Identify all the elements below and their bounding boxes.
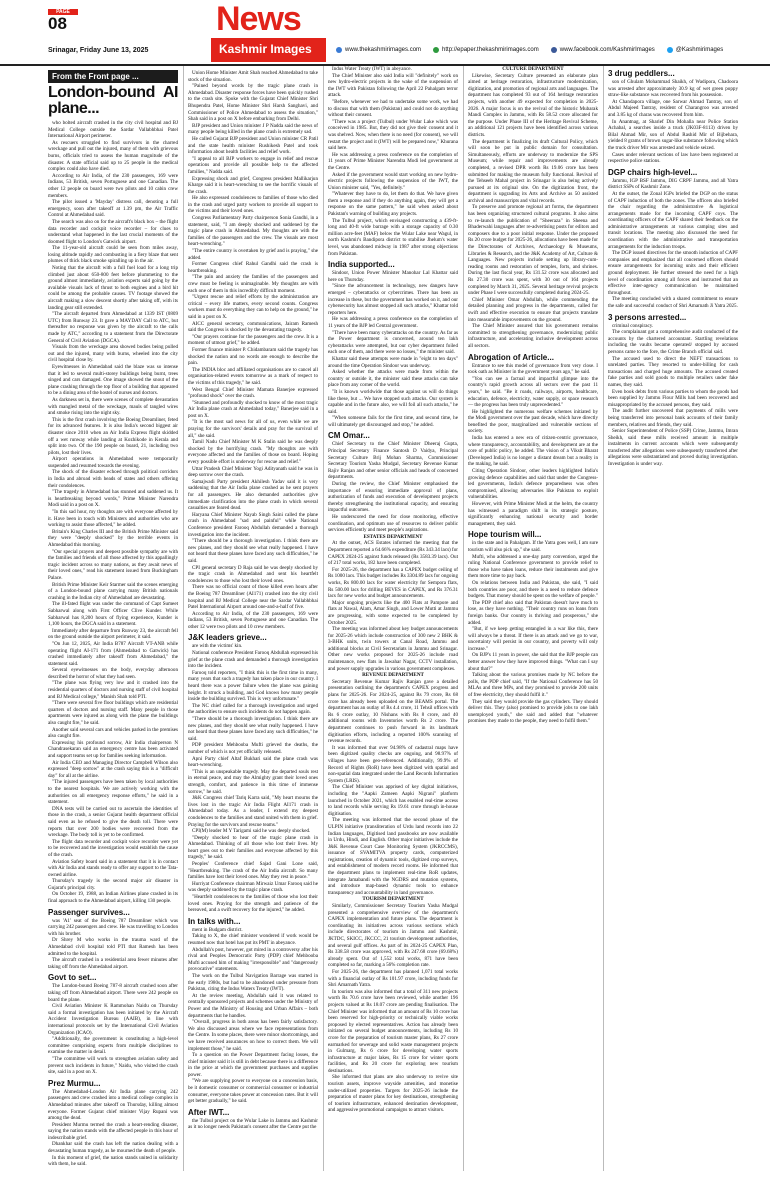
paragraph: Immediately after departure from Runway 23, the aircraft fell on the ground outside the airport perimeter, it said. xyxy=(48,627,178,641)
prez-story-body xyxy=(48,1089,178,1168)
paragraph: "The injured passengers have been taken by local authorities to the nearest hospitals. We are actively working with the authorities on all emergency response efforts," he said in a statement. xyxy=(48,779,178,806)
paragraph: ESTATES DEPARTMENT xyxy=(363,533,423,540)
paragraph: The INDIA bloc and affiliated organisations are to cancel all organisation-related events tomorrow as a mark of respect to the victims of this tragedy," he said. xyxy=(188,366,318,386)
paragraph: As rescuers struggled to find survivors in the charred wreckage and pull out the injured, many of them with grievous burns, officials tried to assess the human magnitude of the disaster. A state official said up to 25 people in the medical complex could also have died. xyxy=(48,139,178,173)
india-supported-body xyxy=(328,270,458,428)
globe-icon xyxy=(336,47,342,53)
paragraph: "The aircraft departed from Ahmedabad at 1339 IST (0809 UTC) from Runway 23. It gave a MAYDAY Call to ATC, but thereafter no response was given by the aircraft to the calls made by ATC," according to a statement from the Directorate General of Civil Aviation (DGCA). xyxy=(48,311,178,344)
website-link[interactable] xyxy=(336,47,421,53)
front-page-kicker xyxy=(48,70,178,83)
culture-story-body xyxy=(468,66,598,350)
paragraph: As darkness set in, there were scenes of complete devastation with mangled metal of the wreckage, mauls of tangled wires and smoke rising into the night sky. xyxy=(48,396,178,417)
paragraph: In Anantnag, at Sharief Din Mohalla near Police Station Achabal, a searches inside a truck (JK03F-8113) driven by Bilal Ahmad Mir, son of Abdul Rashid Mir of Bijbehara, yielded 8 grams of brown sugar-like substance following which the truck driver Mir was arrested and vehicle seized. xyxy=(608,118,738,151)
paragraph: The pilot issued a 'Mayday' distress call, denoting a full emergency, soon after takeoff at 1.39 pm, the Air Traffic Control at Ahmedabad said. xyxy=(48,199,178,219)
paragraph: This is the first crash involving the Boeing Dreamliner, feted for its advanced features. It is also India's second biggest air disaster since 2010 when an Air India Express flight skidded off a wet runway while landing at Kozhikode in Kerala and split into two. Of the 190 people on board, 21, including two pilots, lost their lives. xyxy=(48,416,178,456)
paragraph: son of Ghulam Mohammad Shaikh, of Wadipora, Chadoora was arrested after approximately 30.9 kg of wet green poppy straw-like substance was recovered from his possession. xyxy=(608,79,738,99)
paragraph: Samajwadi Party president Akhilesh Yadav said it is very saddening that the Air India plane crashed as he sent prayers for all passengers. He also demanded authorities give immediate clarification into the plane crash in which several casualties are feared dead. xyxy=(188,478,318,512)
paragraph: "Overall, progress in both areas has been fairly satisfactory. We also discussed areas where we face representations from the Centre. In some places, there were minor shortcomings, and we have received assurances on how to correct them. We will implement those," he said. xyxy=(188,1019,318,1052)
column-5 xyxy=(608,66,738,468)
paragraph: The audit further uncovered that payments of mills were being transferred into personal bank accounts of their family members, relatives and friends, they said. xyxy=(608,408,738,428)
paragraph: Abdullah's post, however, got mired in a controversy after his rival and Peoples Democratic Party (PDP) chief Mehbooba Mufti accused him of making "irresponsible" and "dangerously provocative" statements. xyxy=(188,946,318,973)
paragraph: At Chandapora village, one Sarwar Ahmad Tantray, son of Abdul Majeed Tantray, resident of Charangroo was arrested and 3.85 kg of charas was recovered from him. xyxy=(608,98,738,118)
paragraph: the Tulbul project on the Wular Lake in Jammu and Kashmir as it no longer needs Pakistan's consent after the Centre put the xyxy=(188,1117,318,1131)
paragraph: The shock of the disaster echoed through political corridors in India and abroad with heads of states and others offering their condolences. xyxy=(48,469,178,489)
paragraph: "There were several five floor buildings which are residential quarters of doctors and nursing staff. Many people in those apartments were injured as along with the plane the buildings also caught fire," he said. xyxy=(48,700,178,727)
paragraph: Mufti, who addressed a one-day party convention, urged the ruling National Conference government to provide relief to those who have taken loans, reduce their instalments and give them more time to pay back. xyxy=(468,553,598,580)
paragraph: At the review meeting, Abdullah said it was related to centrally sponsored projects and schemes under the Ministry of Power and the Ministry of Housing and Urban Affairs – both departments that he handles. xyxy=(188,992,318,1019)
lead-story-body xyxy=(48,120,178,905)
paragraph: "Stunned and profoundly shocked to know of the most tragic Air India plane crash at Ahmedabad today," Banerjee said in a post on X. xyxy=(188,399,318,419)
paragraph: At the outset, the Zonal IGPs briefed the DGP on the status of CAPF induction of both the zones. The officers also briefed the chair regarding the administrative & logistical arrangements made for the incoming CAPF coys. The coordinating officers of the CAPF shared their feedback on the administrative arrangements at various camping sites and transit locations. The meeting also discussed the need for coordination with the administrative and transportation arrangements for the induction troops. xyxy=(608,190,738,250)
paragraph: "Before, whenever we had to undertake some work, we had to discuss that with them (Pakistan) and could not do anything without their consent. xyxy=(328,98,458,119)
paragraph: Jammu, IGP BSF Jammu, DIG CRPF Jammu, and all Yatra district SSPs of Kashmir Zone. xyxy=(608,177,738,191)
paragraph: Tamil Nadu Chief Minister M K Stalin said he was deeply shocked by the horrifying crash. "My thoughts are with everyone affected and the families of those on board. Hoping every possible effort is underway for rescue and relief." xyxy=(188,439,318,466)
passenger-story-body xyxy=(48,918,178,971)
paragraph: "But, if we keep getting entangled in a war like this, there will always be a threat. If there is an attack and we go to war, uncertainty will persist in our country, and poverty will only increase." xyxy=(468,626,598,652)
paragraph: The London-bound Boeing 787-8 aircraft crashed soon after taking off from Ahmedabad airport. There were 242 people on board the plane. xyxy=(48,983,178,1003)
subhead-abrogation: Abrogation of Article... xyxy=(468,352,554,362)
column-rule xyxy=(183,66,184,1171)
reactions-story-body xyxy=(188,70,318,630)
website-text: www.thekashmirimages.com xyxy=(345,47,422,53)
paragraph: West Bengal Chief Minister Mamata Banerjee expressed "profound shock" over the crash. xyxy=(188,386,318,400)
facebook-link[interactable] xyxy=(551,47,655,53)
paragraph: At the outset, ACS Estates informed the meeting that the Department reported a 64.66% expenditure (Rs 343.34 lacs) for CAPEX 2024-25 against funds released (Rs 3583.39 lacs). Out of 217 total works, 182 have been completed. xyxy=(328,540,458,567)
paragraph: Another said several cars and vehicles parked in the premises also caught fire. xyxy=(48,726,178,740)
paragraph: ment in Budgam district. xyxy=(192,926,243,933)
paragraph: There was no official count of those killed even hours after the Boeing 787 Dreamliner (AI171) crashed into the city civil hospital and BJ Medical College near the Sardar Vallabhbhai Patel International Airport around one-and-a-half of five. xyxy=(188,584,318,611)
paragraph: "The tragedy in Ahmedabad has stunned and saddened us. It is heartbreaking beyond words," Prime Minister Narendra Modi said in a post on X. xyxy=(48,489,178,509)
paragraph: who bolted aircraft crashed in the city civil hospital and BJ Medical College outside the Sardar Vallabhbhai Patel International Airport perimeter. xyxy=(48,120,178,140)
paragraph: India has entered a new era of citizen-centric governance, where transparency, accountability, and development are at the core of public policy, he added. The vision of a Viksit Bharat (Developed India) is no longer a distant dream but a reality in the making, he said. xyxy=(468,435,598,468)
paragraph: Khattar said these attempts were made in "eight to ten days" around the time Operation Sindoor was underway. xyxy=(328,355,458,369)
paragraph: "This is an unspeakable tragedy. May the departed souls rest in eternal peace, and may the Almighty grant their loved ones strength, comfort, and patience in this time of immense sorrow," he said. xyxy=(188,768,318,795)
paragraph: According to Air India, of the 230 passengers, 169 were Indians, 53 British, seven Portuguese and one Canadian. The other 12 were two pilots and 10 crew members. xyxy=(188,610,318,630)
subhead-drug-peddlers: 3 drug peddlers... xyxy=(608,69,675,78)
paragraph: Asked whether the attacks were made from within the country or outside it, the minister said these attacks can take place from any corner of the world. xyxy=(328,369,458,389)
paragraph: The flight data recorder and cockpit voice recorder were yet to be recovered and the investigation would establish the cause of the crash. xyxy=(48,838,178,858)
paragraph: Similarly, Commissioner Secretary Tourism Yasha Mudgal presented a comprehensive overview of the department's CAPEX implementation and future plans. The department is coordinating its initiatives across various sections which include directorates of tourism in Jammu and Kashmir, JKTDC, SKICC, JKCCC, 21 tourism development authorities, and several gulf offices. As part of its 2024-25 CAPEX Plan, Rs 338.58 crore was approved, with Rs 247.68 crore (69.68%) already spent. Out of 1,552 total works, 871 have been completed so far, marking a 56% completion rate. xyxy=(328,903,458,969)
subhead-india-supported: India supported... xyxy=(328,260,395,270)
paragraph: CULTURE DEPARTMENT xyxy=(502,66,564,72)
paragraph: The DGP issued directives for the smooth induction of CAPF companies and emphasized that all concerned officers should ensure arrangements for incoming units and their efficient ground deployment. He further stressed the need for a high level of coordination among all forces and instructed that an effective inter-agency communication be maintained throughout. xyxy=(608,250,738,296)
paragraph: Visuals from the wreckage area showed bodies being pulled out and the injured, many with burns, wheeled into the city civil hospital close by. xyxy=(48,344,178,364)
paragraph: He called Gujarat BJP president and Union minister CR Patil and the state health minister Rushikesh Patel and took information about health facilities and relief work. xyxy=(188,135,318,156)
paragraph: The meeting concluded with a shared commitment to ensure the safe and successful conduct of Shri Amarnath Ji Yatra 2025. xyxy=(608,296,738,309)
paragraph: Air India CEO and Managing Director Campbell Wilson also expressed "deep sorrow" at the crash saying this is a "difficult day" for all at the airline. xyxy=(48,759,178,779)
paragraph: Secretary Revenue Kumar Rajiv Ranjan gave a detailed presentation outlining the department's CAPEX progress and plans for 2025-26. For 2024-25, against Rs 79 crore, Rs 68 crore has already been uploaded on the BEAMS portal. The department has an outlay of Rs 4.4 crore, 11 Tehsil offices with Rs 6 crore outlay, 10 Nishans with Rs 8 crore, and 40 additional rooms with Inventories worth Rs 2 crore. The department continues to push forward in its landmark digitisation efforts, including a reported 100% scanning of revenue records. xyxy=(328,678,458,745)
paragraph: During the review, the Chief Minister emphasised the importance of ensuring immediate approval of plans, authorization of funds and execution of development projects thereby strengthening the institutional capacity, and ensuring impactful outcomes. xyxy=(328,481,458,514)
paragraph: "There have been many cyberattacks on the country. As far as the Power department is concerned, around ten lakh cyberattacks were attempted, but our cyber department foiled each one of them, and there were no losses," the minister said. xyxy=(328,329,458,356)
section-title: News xyxy=(216,0,301,38)
paragraph: The accused used to direct the NEFT transactions to unrelated parties. They resorted to under-billing for cash transactions and charged huge amounts. The accused created fake parties and sold goods to multiple retailers under fake names, they said. xyxy=(608,355,738,388)
paragraph: "It is known worldwide that those against us will do things like these, but ... We have stopped such attacks. Our system is capable and in the future also, we will foil all such attacks," he said. xyxy=(328,388,458,415)
column-rule xyxy=(463,66,464,1171)
jk-leaders-body xyxy=(188,643,318,913)
paragraph: Even book debts from various parties to whom the goods had been supplied by Jammu Flour Mills had been recovered and misappropriated by the accused persons, they said. xyxy=(608,388,738,408)
subhead-hope-tourism: Hope tourism will... xyxy=(468,530,542,540)
column-1 xyxy=(48,70,178,1168)
paragraph: "The entire country is overtaken by grief and is praying," she added. xyxy=(188,248,318,261)
paragraph: "The committee will work to strengthen aviation safety and prevent such incidents in future," Naidu, who visited the crash site, said in a post on X. xyxy=(48,1055,178,1076)
paragraph: Chief Secretary to the Chief Minister Dheeraj Gupta, Principal Secretary Finance Santosh D Vaidya, Principal Secretary Culture Brij Mohan Sharma, Commissioner Secretary Tourism Yasha Mudgal, Secretary Revenue Kumar Rajiv Ranjan and other senior officials and heads of concerned departments. xyxy=(328,441,458,481)
globe-icon xyxy=(433,47,439,53)
paragraph: "In this sad hour, my thoughts are with everyone affected by it. Have been in touch with Ministers and authorities who are working to assist those affected," he added. xyxy=(48,509,178,529)
paragraph: He was addressing a press conference on the completion of 11 years of the BJP led Central government. xyxy=(328,316,458,329)
column-3 xyxy=(328,66,458,1114)
paragraph: "You can see a factual and impactful glimpse into the country's rapid growth across all sectors over the past 11 years," he said. "Be it roads, railways, airports, healthcare, education, defence, electricity, water supply, or space research — the progress has been truly unprecedented." xyxy=(468,375,598,409)
paragraph: The 11-year-old aircraft could be seen from miles away, losing altitude rapidly and combusting in a fiery blaze that sent plumes of thick black smoke spiralling up in the air. xyxy=(48,245,178,265)
govt-story-body xyxy=(48,983,178,1075)
paragraph: He highlighted the numerous welfare schemes initiated by the Modi government over the past decade, which have directly benefited the poor, marginalized and vulnerable sections of society. xyxy=(468,408,598,435)
paragraph: Hurriyat Conference chairman Mirwaiz Umar Farooq said he was deeply saddened by the tragic plane crash. xyxy=(188,880,318,894)
paragraph: The Chief Minister assured that his government remains committed to strengthening governance, modernizing public infrastructure, and accelerating inclusive development across all sectors. xyxy=(468,323,598,349)
facebook-text: www.facebook.com/KashmirImages xyxy=(559,47,655,53)
subhead-passenger: Passenger survives... xyxy=(48,907,130,917)
paragraph: Citing Operation Sindoor, other leaders highlighted India's growing defence capabilities and said that under the Congress-led governments, India's defence preparedness was often compromised, allowing adversaries like Pakistan to exploit vulnerabilities. xyxy=(468,468,598,501)
paragraph: Uttar Pradesh Chief Minister Yogi Adityanath said he was in deep sorrow over the crash. xyxy=(188,465,318,479)
twitter-link[interactable] xyxy=(667,47,723,53)
paragraph: Noting that the aircraft with a full fuel load for a long trip climbed just about 650-800 feet before plummeting to the ground almost immediately, aviation experts said going by the available visuals lack of thrust to both engines and a bird hit could be among the probable causes. TV footage showed the aircraft making a slow descent shortly after taking off, with its landing gear still extended. xyxy=(48,265,178,311)
paragraph: are with the victims' kin. xyxy=(192,643,243,650)
paragraph: Civil Aviation Minister K Rammohan Naidu on Thursday said a formal investigation has been initiated by the Aircraft Accident Investigation Bureau (AAIB), in line with international protocols set by the International Civil Aviation Organization (ICAO). xyxy=(48,1003,178,1036)
paragraph: The work on the Tulbul Navigation Barrage was started in the early 1980s, but had to be abandoned under pressure from Pakistan, citing the Indus Waters Treaty (IWT). xyxy=(188,972,318,993)
paragraph: Indus Water Treaty (IWT) in abeyance. xyxy=(332,66,412,72)
column-4 xyxy=(468,66,598,725)
epaper-link[interactable] xyxy=(433,47,539,53)
paragraph: Entrance to see this model of governance from very close. I took oath as Minister in the government years ago," he said. xyxy=(468,362,598,376)
page-label: PAGE xyxy=(48,9,78,15)
subhead-dgp: DGP chairs high-level... xyxy=(608,167,698,177)
paragraph: "There was a project (Tulbul) under Wular Lake which was conceived in 1985. But, they did not give their consent and it was shelved. Now, when there is no need (for consent), we will restart the project and it (IWT) will be prepared now," Khurana said here. xyxy=(328,118,458,152)
paragraph: criminal conspiracy. xyxy=(612,322,654,329)
paragraph: Thursday's tragedy is the second major air disaster in Gujarat's principal city. xyxy=(48,878,178,891)
in-talks-body xyxy=(188,927,318,1105)
paragraph: "Pained beyond words by the tragic plane crash in Ahmedabad. Disaster response forces have been quickly rushed to the crash site. Spoke with the Gujarat Chief Minister Shri Bhupendra Patel, Home Minister Shri Harsh Sanghavi, and Commissioner of Police Ahmedabad to assess the situation," Shah said in a post on X before embarking from Delhi. xyxy=(188,83,318,123)
drug-peddlers-body xyxy=(608,79,738,165)
paragraph: The meeting was informed about key budget announcements for 2025-26 which include construction of 300 new 2 BHK & 3-BHK units, twin towers at Canal Road, Jammu and additional blocks at Civil Secretariats in Jammu and Srinagar. Other new works proposed for 2025-26 include road maintenance, new flats in Jawahar Nagar, CCTV installation, and power supply upgrades in various government complexes. xyxy=(328,626,458,672)
lead-headline: London-bound AI plane... xyxy=(48,84,178,117)
paragraph: Former Congress chief Rahul Gandhi said the crash is heartbreaking. xyxy=(188,261,318,274)
paragraph: Dr Shrey M who works in the trauma ward of the Ahmedabad civil hospital told PTI that Ramesh has been admitted to the hospital. xyxy=(48,937,178,957)
paragraph: It was informed that over 94.98% of cadastral maps have been digitized quality checks are ongoing, and 98.97% of villages have been geo-referenced. Additionally, 99.9% of Record of Rights (RoR) have been digitized with spatial and non-spatial data integrated under the Land Records Information System (LRIS). xyxy=(328,744,458,784)
column-2 xyxy=(188,70,318,1131)
after-iwt-body xyxy=(188,1118,318,1131)
paragraph: "Our special prayers and deepest possible sympathy are with the families and friends of all those affected by this appallingly tragic incident across so many nations, as they await news of their loved ones," read his statement issued from Buckingham Palace. xyxy=(48,548,178,581)
paragraph: Asked if the government would start working on new hydro-electric projects following the suspension of the IWT, the Union minister said, "Yes, definitely." xyxy=(328,171,458,191)
paragraph: In tourism was also informed that a total of 311 new projects worth Rs 70.6 crore have been reviewed, while another 196 projects valued at Rs 18.07 crore are pending finalisation. The Chief Minister was informed that an amount of Rs 10 crore has been reserved for high-priority or technically viable works proposed by elected representatives. Action has already been initiated on several budget announcements, including Rs 10 crore for the preparation of tourism master plans, Rs 27 crore earmarked for sewerage and solid waste management projects in Gulmarg, Rs 6 crore for developing water sports infrastructure at major lakes, Rs 15 crore for winter sports facilities, and Rs 20 crore for exploring new tourism destinations. xyxy=(328,988,458,1074)
paragraph: Sindoor, Union Power Minister Manohar Lal Khattar said here on Thursday. xyxy=(328,270,458,283)
paragraph: Cases under relevant sections of law have been registered at respective police stations. xyxy=(608,151,738,165)
subhead-after-iwt: After IWT... xyxy=(188,1107,230,1117)
paragraph: BJP president and Union minister J P Nadda said the news of many people being killed in the plane crash is extremely sad. xyxy=(188,122,318,136)
paragraph: They said they would provide the gas cylinders. They should deliver this. They (also) promised to provide jobs to one lakh unemployed youth," she said and added that "whatever promises they made to the people, they need to fulfil them." xyxy=(468,698,598,725)
paragraph: Peoples' Conference chief Sajad Gani Lone said, "Heartbreaking. The crash of the Air India aircraft. So many families have lost their loved ones. May they rest in peace." xyxy=(188,861,318,881)
paragraph: "There should be a thorough investigation. I think there are new planes, and they should see what really happened. I have not heard that these planes have faced any such difficulties," he said. xyxy=(188,538,318,564)
iwt-story-body xyxy=(328,66,458,257)
paragraph: British Prime Minister Keir Starmer said the scenes emerging of a London-bound plane carrying many British nationals crashing in the Indian city of Ahmedabad are devastating. xyxy=(48,581,178,601)
paragraph: Congress Parliamentary Party chairperson Sonia Gandhi, in a statement, said, "I am deeply shocked and saddened by the tragic plane crash in Ahmedabad. My thoughts are with the families of the passengers and the crew. The visuals are most heart-wrenching." xyxy=(188,215,318,248)
paragraph: J&K Congress chief Tariq Karra said, "My heart mourns the lives lost in the tragic Air India Flight AI171 crash in Ahmedabad today. As a leader, I extend my deepest condolences to the families and stand united with them in grief. Praying for the survivors and rescue teams." xyxy=(188,795,318,828)
paragraph: The search was also on for the aircraft's black box – the flight data recorder and cockpit voice recorder – for clues to understand what happened in the last crucial moments of the doomed flight to London's Gatwick airport. xyxy=(48,218,178,245)
paragraph: Major ongoing projects like the 400 Flats at Pampore and flats at Nawal, Alam, Amar Singh, and Lower Mutti at Jammu are progressing, with some expected to be completed by October 2025. xyxy=(328,599,458,626)
paragraph: Likewise, Secretary Culture presented an elaborate plan aimed at heritage restoration, infrastructure modernization, digitization, and promotion of regional arts and languages. The department has completed 93 out of 164 heritage restoration projects, with another 49 expected for completion in 2025-2026. A major focus is on the revival of the historic Mubarak Mandi Complex in Jammu, with Rs 58.52 crore allocated for the purpose. Under Phase III of the Heritage Revival Scheme, an additional 121 projects have been identified across various districts. xyxy=(468,72,598,138)
paragraph: "We are supplying power to everyone on a concession basis, be it domestic consumer or commercial consumer or industrial consumer, everyone takes power at concession rates. But it will get better gradually," he said. xyxy=(188,1078,318,1105)
subhead-govt: Govt to set... xyxy=(48,973,97,983)
paragraph: "There should be a thorough investigation. I think there are new planes, and they should see what really happened. I have not heard that these planes have faced any such difficulties," he said. xyxy=(188,716,318,742)
publication-name: Kashmir Images xyxy=(219,42,312,56)
paragraph: "I appeal to all BJP workers to engage in relief and rescue operations and provide all possible help to the affected families," Nadda said. xyxy=(188,155,318,175)
paragraph: Chief Minister Omar Abdullah, while commending the detailed planning and progress in the departments, called for swift and effective execution to ensure that projects translate into measurable improvements on the ground. xyxy=(468,296,598,323)
paragraph: Taking to X, the chief minister wondered if work would be resumed now that hotel has put its PMT in abeyance. xyxy=(188,933,318,946)
twitter-text: @Kashmirimages xyxy=(675,47,724,53)
paragraph: "The pain and anxiety the families of the passengers and crew must be feeling is unimaginable. My thoughts are with each one of them in this incredibly difficult moment. xyxy=(188,274,318,294)
paragraph: The Chief Minister also said India will "definitely" work on new hydro-electric projects in the wake of the suspension of the IWT with Pakistan following the April 22 Pahalgam terror attack. xyxy=(328,72,458,99)
twitter-icon xyxy=(667,47,673,53)
paragraph: "Since the advancement in technology, new dangers have emerged – cyberattacks or cybercrimes. There has been an increase in these, but the government has worked on it, and our cybersecurity has almost stopped all such attacks," Khattar told reporters here. xyxy=(328,283,458,316)
paragraph: For 2025-26, the department has a CAPEX budget ceiling of Rs 1000 lacs. This budget includes Rs 3304.89 lacs for ongoing works, Rs 800.00 lacs for water electricity for Sempora flats, Rs 500.00 lacs for drilling BEVES in CAPEX, and Rs 376.31 lacs for new works and budget announcements. xyxy=(328,566,458,600)
facebook-icon xyxy=(551,47,557,53)
paragraph: Senior Superintendent of Police (SSP) Crime, Jammu, Imran Sheikh, said these mills received amount in multiple instalments in current accounts which were subsequently transferred after allegations were subsequently transferred after allegations were substantiated and proved during investigation. Investigation is under way. xyxy=(608,428,738,468)
paragraph: The ill-fated flight was under the command of Capt Sumeet Sabharwal along with First Officer Clive Kunder. While Sabharwal has 8,200 hours of flying experience, Kunder is 1,100 hours, the DGCA said in a statement. xyxy=(48,601,178,628)
paragraph: Expressing his profound sorrow, Air India chairperson N Chandrasekaran said an emergency centre has been activated and support teams set up for families seeking information. xyxy=(48,739,178,759)
subhead-persons-arrested: 3 persons arrested... xyxy=(608,312,687,322)
page-number: 08 xyxy=(48,14,67,33)
paragraph: CPI general secretary D Raja said he was deeply shocked by the tragic crash in Ahmedabad and sent his heartfelt condolences to those who lost their loved ones. xyxy=(188,564,318,584)
kicker-text: From the Front page ... xyxy=(52,72,139,81)
paragraph: He underscored the need for close monitoring, effective coordination, and optimum use of resources to deliver public services efficiently and meet people's aspirations. xyxy=(328,514,458,534)
paragraph: "The plane was flying very low and it crashed into the residential quarters of doctors and nursing staff of civil hospital and BJ Medical college," Manish Shah told PTI. xyxy=(48,680,178,700)
paragraph: He also expressed condolences to families of those who died in the crash and urged party workers to provide all support to the victims and their loved ones. xyxy=(188,195,318,215)
paragraph: The Ahmedabad-London Air India plane carrying 242 passengers and crew crashed into a medical college complex in Ahmedabad minutes after takeoff on Thursday, killing almost everyone. Former Gujarat chief minister Vijay Rupani was among the dead. xyxy=(48,1088,178,1122)
paragraph: "Urgent rescue and relief efforts by the administration are critical – every life matters, every second counts. Congress workers must do everything they can to help on the ground," he said in a post on X. xyxy=(188,294,318,320)
paragraph: The aircraft crashed in a residential area fewer minutes after taking off from the Ahmedabad airport. xyxy=(48,957,178,970)
paragraph: On relations between India and Pakistan, she said, "I said both countries are poor, and there is a need to reduce defence budgets. That money should be spent on the welfare of people." xyxy=(468,579,598,600)
hope-tourism-body xyxy=(468,540,598,725)
paragraph: DNA tests will be carried out to ascertain the identities of those in the crash, a senior Gujarat health department official said even as he refused to give the death toll. There were reports that over 200 bodies were recovered from the wreckage. The body toll is yet to be confirmed. xyxy=(48,805,178,839)
paragraph: The complainant got a comprehensive audit conducted of the accounts by the chartered accountant. Startling revelations including the vaults became operated/ stopped by accused persons came to the fore, the Crime Branch official said. xyxy=(608,329,738,355)
paragraph: He was addressing a press conference on the completion of 11 years of Prime Minister Narendra Modi led government at the Centre. xyxy=(328,151,458,171)
subhead-jk-leaders: J&K leaders grieve... xyxy=(188,633,267,643)
paragraph: On October 19, 1988, an Indian Airlines plane crashed in its final approach to the Ahmedabad airport, killing 130 people. xyxy=(48,891,178,905)
paragraph: However, with Prime Minister Modi at the helm, the country has witnessed a paradigm shift in its strategic posture, significantly enhancing national security and border management, they said. xyxy=(468,501,598,527)
paragraph: "On Jun 12, 2025, Air India B787 Aircraft VT-ANB while operating flight AI-171 from (Ahmedabad to Gatwick) has crashed immediately after takeoff from Ahmedabad," the statement said. xyxy=(48,640,178,667)
paragraph: According to Air India, of the 230 passengers, 169 were Indians, 53 British, seven Portuguese and one Canadian. The other 12 people on board were two pilots and 10 cabin crew members. xyxy=(48,172,178,199)
paragraph: On BJP's 11 years in power, she said that the BJP people can better answer how they have improved things. "What can I say about that?" xyxy=(468,652,598,672)
paragraph: Eyewitnesses in Ahmedabad said the blaze was so intense that it led to several multi-storey buildings being burnt, trees singed and cars damaged. One image showed the snout of the plane crashing through the top floor of a building that appeared to be a dining area of the hostel of nurses and doctors. xyxy=(48,363,178,397)
paragraph: PDP president Mehbooba Mufti grieved the deaths, the number of which is not yet officially released. xyxy=(188,742,318,755)
paragraph: To a question on the Power Department facing losses, the chief minister said it is still in debt because there is a difference in the price at which the government purchases and supplies power. xyxy=(188,1052,318,1078)
paragraph: Haryana Chief Minister Nayab Singh Saini called the plane crash in Ahmedabad "sad and painful" while National Conference president Farooq Abdullah demanded a thorough investigation into the incident. xyxy=(188,511,318,538)
cm-omar-body xyxy=(328,441,458,1114)
paragraph: CPI(M) leader M Y Tarigami said he was deeply shocked. xyxy=(192,828,311,835)
paragraph: "It is the most sad news for all of us, even while we are praying for the survivors' details and pray for the survival of all," she said. xyxy=(188,419,318,439)
paragraph: "Heartfelt condolences to the families of those who lost their loved ones. Praying for the strength and patience of the bereaved, and a swift recovery for the injured," he added. xyxy=(188,894,318,914)
epaper-text: http://epaper.thekashmirimages.com xyxy=(442,47,539,53)
paragraph: The Chief Minister was apprised of key digital initiatives, including the "Aapki Zameen Aapki Nigrani" platform launched in October 2021, which has enabled real-time access to land records while serving Rs 19.61 crore through in-house digitisation. xyxy=(328,784,458,817)
paragraph: TOURISM DEPARTMENT xyxy=(362,896,424,903)
paragraph: Airport operations in Ahmedabad were temporarily suspended and resumed towards the evening. xyxy=(48,456,178,469)
paragraph: "When someone fails for the first time, and second time, he will ultimately get discouraged and stop," he added. xyxy=(328,415,458,428)
page-header xyxy=(0,0,770,66)
paragraph: Dhankhar said the crash has left the nation dealing with a devastating human tragedy, as he mourned the death of people. xyxy=(48,1141,178,1155)
paragraph: President Murmu termed the crash a heart-rending disaster, saying the nation stands with the affected people in this hour of indescribable grief. xyxy=(48,1121,178,1141)
paragraph: in the state and in Pahalgam. If the Yatra goes well, I am sure tourism will also pick up," she said. xyxy=(468,540,598,553)
paragraph: Apni Party chief Altaf Bukhari said the plane crash was heart-wrenching. xyxy=(188,755,318,769)
paragraph: The meeting was informed that the second phase of the ULPIN initiative (transliteration of Urdu land records into 22 Indian languages, Digitised land passbooks are now available in Urdu, Hindi, and English. Other major initiatives include the J&K Revenue Court Case Monitoring System (JKRCCMS), issuance of SVAMITVA property cards, computerized registrations, creation of dynamic tools, digitized crop surveys, and establishment of modern record rooms. He informed that the department plans to implement real-time RoR updates, integrate Jamabandi with the NGDRS and mutation systems, and introduce map-based dynamic tools to enhance transparency and accountability in land governance. xyxy=(328,817,458,896)
paragraph: Union Home Minister Amit Shah reached Ahmedabad to take stock of the situation. xyxy=(188,70,318,83)
column-rule xyxy=(323,66,324,1171)
dgp-body xyxy=(608,178,738,310)
paragraph: "Additionally, the government is constituting a high-level committee comprising experts from multiple disciplines to examine the matter in detail. xyxy=(48,1036,178,1056)
paragraph: Former finance minister P. Chidambaram said the tragedy has shocked the nation and no words are enough to describe the pain. xyxy=(188,346,318,367)
paragraph: The Tulbul project, which envisaged constructing a 439-ft-long and 40-ft wide barrage with a storage capacity of 0.30 million acre-feet (MAF) below the Wular Lake near Wagul, in north Kashmir's Bandipora district to stabilise Jhelum's water level, was abandoned midway in 1987 after strong objections from Pakistan. xyxy=(328,217,458,257)
paragraph: REVENUE DEPARTMENT xyxy=(362,672,424,679)
subhead-cm-omar: CM Omar... xyxy=(328,431,370,441)
social-links xyxy=(336,47,756,53)
subhead-in-talks: In talks with... xyxy=(188,916,241,926)
paragraph: "Deeply shocked to hear of the tragic plane crash in Ahmedabad. Thinking of all those who lost their lives. My heart goes out to their families and everyone affected by this tragedy," he said. xyxy=(188,834,318,861)
paragraph: The PDP chief also said that Pakistan doesn't have much to lose, as they have nothing. "Their country runs on loans from foreign banks. Our country is thriving and prosperous," she added. xyxy=(468,599,598,626)
paragraph: She informed that plans are also underway to revive site tourism assets, improve wayside amenities, and monetise under-utilized properties. Targets for 2025-26 include the preparation of master plans for key destinations, strengthening of tourism infrastructure, enhanced destination development, and aggressive promotional campaigns to attract visitors. xyxy=(328,1074,458,1114)
subhead-prez: Prez Murmu... xyxy=(48,1078,101,1088)
paragraph: To preserve and promote regional art forms, the department has been organizing structured cultural programs. It also aims to re-launch the publication of "Sheeraza" in Sheena and Bhaderwahi languages after re-advertising posts for editors and composers due to a poor initial response. Under the proposed Rs 20 crore budget for 2025-26, allocations have been made for the Directorates of Archives, Archaeology & Museums, Libraries & Research, and the J&K Academy of Art, Culture & Languages. New projects include setting up library-cum-reading rooms and restoration of temples, forts, and shrines. During the last fiscal year, Rs 131.52 crore was allocated and Rs 27.30 crore was spent, with 30 out of 164 projects completed by March 31, 2025. Several heritage revival projects under Phase I were successfully completed during 2024-25. xyxy=(468,204,598,297)
paragraph: was 'A1' seat of the Boeing 787 Dreamliner which was carrying 242 passengers and crew. He was travelling to London with his brother. xyxy=(48,917,178,937)
paragraph: AICC general secretary, communications, Jairam Ramesh said the Congress is shocked by the devastating tragedy. xyxy=(188,320,318,334)
abrogation-body xyxy=(468,363,598,528)
paragraph: The department is finalizing its draft Cultural Policy, which will soon be put in public domain for consultation. Simultaneously, efforts are underway to modernize the SPS Museum; while repair and improvements are already completed, a revised DPR worth Rs 19.06 crore has been submitted for making the museum fully functional. Revival of the Tehseeb Mahal project in Srinagar is also being actively pursued at its original site. On the digitization front, the department is upgrading its Arts and Archive as 50 assisted archival and manuscripts and vital records. xyxy=(468,138,598,204)
dateline: Srinagar, Friday June 13, 2025 xyxy=(48,47,149,54)
paragraph: In this moment of grief, the nation stands united in solidarity with them, he said. xyxy=(48,1154,178,1168)
paragraph: National conference President Farooq Abdullah expressed his grief at the plane crash and demanded a thorough investigation into the incident. xyxy=(188,650,318,670)
paragraph: Expressing shock and grief, Congress president Mallikarjun Kharge said it is heart-wrenching to see the horrific visuals of the crash. xyxy=(188,175,318,195)
paragraph: "Our prayers continue for the passengers and the crew. It is a moment of utmost grief," he added. xyxy=(188,333,318,347)
paragraph: Farooq told reporters, "I think this is the first time in many, many years that such a tragedy has taken place in our country. I heard there was a power failure when the plane was gaining height. It struck a building, and God knows how many people inside the building survived. This is very unfortunate." xyxy=(188,669,318,703)
paragraph: For 2025-26, the department has planned 1,071 total works with a financial outlay of Rs 101.97 crore, including funds for Shri Amarnath Yatra. xyxy=(328,968,458,989)
paragraph: Britain's King Charles III and the British Prime Minister said they were "deeply shocked" by the terrible events in Ahmedabad this morning. xyxy=(48,528,178,548)
paragraph: The NC chief called for a thorough investigation and urged the authorities to ensure such incidents do not happen again. xyxy=(188,702,318,716)
column-rule xyxy=(603,66,604,1171)
persons-arrested-body xyxy=(608,323,738,468)
paragraph: Several eyewitnesses on the body, everyday afternoon described the horror of what they had seen. xyxy=(48,667,178,680)
paragraph: Talking about the various promises made by NC before the polls, the PDP chief said, "If the National Conference has 50 MLAs and three MPs, and they promised to provide 200 units of free electricity, they should fulfil it." xyxy=(468,672,598,699)
paragraph: "Whatever they have to do, let them do that. We have given them a response and if they do anything again, they will get a response on the same pattern," he said when asked about Pakistan's warning of building any projects. xyxy=(328,191,458,218)
paragraph: Aviation Safety board said in a statement that it is in contact with Air India and stands ready to offer any support to the Tata-owned airline. xyxy=(48,858,178,878)
